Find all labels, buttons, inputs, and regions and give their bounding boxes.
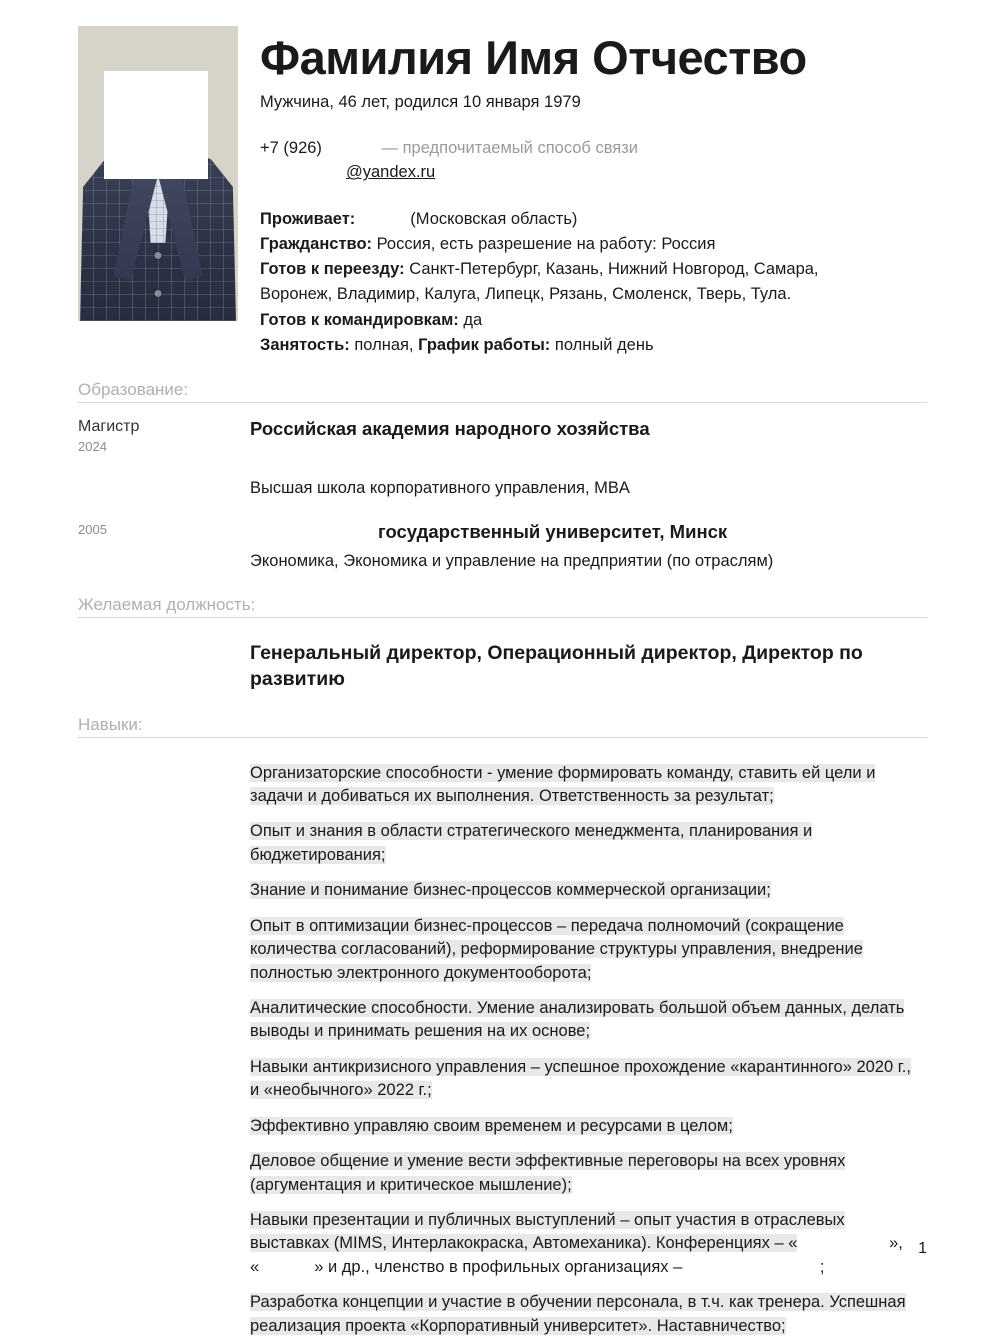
section-body-education — [0, 417, 989, 573]
education-organization: государственный университет, Минск — [378, 520, 728, 542]
skill-text: Деловое общение и умение вести эффективные переговоры на всех уровнях (аргументация и критическое мышление); — [250, 1152, 846, 1194]
education-entry-meta — [78, 520, 250, 540]
relocation-value-line2: Воронеж, Владимир, Калуга, Липецк, Рязань, Смоленск, Тверь, Тула. — [260, 285, 792, 304]
citizenship-label: Гражданство: — [260, 235, 373, 254]
skill-text: Организаторские способности - умение формировать команду, ставить ей цели и задачи и добиваться их выполнения. Ответственность за результат; — [250, 763, 876, 806]
employment-value: полная, — [354, 335, 414, 354]
education-entry — [78, 417, 927, 500]
conference-open-quote-2: « — [250, 1257, 260, 1276]
skill-item — [250, 820, 922, 867]
schedule-value: полный день — [554, 335, 654, 354]
section-header-desired-position: Желаемая должность: — [78, 595, 927, 618]
fact-citizenship — [260, 232, 927, 257]
education-entry-content — [250, 520, 927, 573]
email-address[interactable]: @yandex.ru — [346, 163, 436, 182]
applicant-photo — [78, 26, 238, 321]
education-entry — [78, 520, 927, 573]
skill-item — [250, 1150, 922, 1197]
schedule-label: График работы: — [418, 335, 551, 354]
skill-text: Знание и понимание бизнес-процессов коммерческой организации; — [250, 881, 771, 900]
conference-name-redaction-gap-2 — [259, 1256, 314, 1279]
phone-number: +7 (926) — [260, 139, 322, 158]
conference-name-redaction-gap-1 — [797, 1232, 889, 1255]
education-organization: Российская академия народного хозяйства — [250, 417, 650, 439]
desired-position-block — [78, 640, 927, 693]
skill-item — [250, 762, 922, 809]
education-year: 2005 — [78, 521, 107, 537]
skill-text: Аналитические способности. Умение анализировать большой объем данных, делать выводы и принимать решения на их основе; — [250, 998, 905, 1041]
residence-label: Проживает: — [260, 210, 356, 229]
fact-business-travel — [260, 308, 927, 333]
skill-item-presentations — [250, 1209, 922, 1279]
skill-item — [250, 1056, 922, 1103]
skill-item — [250, 1291, 922, 1338]
applicant-full-name: Фамилия Имя Отчество — [260, 31, 807, 84]
education-detail: Экономика, Экономика и управление на предприятии (по отраслям) — [250, 551, 774, 570]
fact-residence — [260, 207, 927, 232]
education-degree: Магистр — [78, 417, 140, 435]
fact-relocation-continued — [260, 282, 927, 307]
organizations-redaction-gap — [682, 1256, 820, 1279]
travel-value: да — [463, 310, 483, 329]
section-header-skills: Навыки: — [78, 715, 927, 738]
face-redaction-box — [104, 71, 208, 179]
skill-text: Эффективно управляю своим временем и ресурсами в целом; — [250, 1116, 733, 1135]
desired-position-value: Генеральный директор, Операционный директор, Директор по развитию — [250, 641, 863, 691]
photo-container — [78, 26, 238, 321]
skill-text: Опыт и знания в области стратегического менеджмента, планирования и бюджетирования; — [250, 822, 813, 864]
travel-label: Готов к командировкам: — [260, 310, 459, 329]
skill-text: Навыки презентации и публичных выступлений – опыт участия в отраслевых выставках (MIMS, Интерлакокраска, Автомеханика). Конференциях – « — [250, 1210, 845, 1253]
conference-close-quote-1: », — [889, 1234, 903, 1253]
education-year: 2024 — [78, 438, 107, 454]
skill-text: Навыки антикризисного управления – успешное прохождение «карантинного» 2020 г., и «необычного» 2022 г.; — [250, 1057, 911, 1100]
employment-label: Занятость: — [260, 335, 350, 354]
suit-button-lower-graphic — [155, 290, 162, 297]
skill-item — [250, 915, 922, 985]
relocation-label: Готов к переезду: — [260, 260, 405, 279]
phone-row — [260, 137, 927, 161]
citizenship-value: Россия, есть разрешение на работу: Россия — [376, 235, 716, 254]
suit-button-upper-graphic — [155, 252, 162, 259]
header-text-block — [260, 26, 927, 358]
applicant-subtitle: Мужчина, 46 лет, родился 10 января 1979 — [260, 92, 581, 111]
skills-list — [78, 762, 927, 1338]
fact-employment — [260, 333, 927, 358]
residence-value: (Московская область) — [410, 210, 578, 229]
organizations-trailing-punct: ; — [819, 1257, 825, 1276]
section-header-education: Образование: — [78, 380, 927, 403]
skill-item — [250, 997, 922, 1044]
education-detail: Высшая школа корпоративного управления, MBA — [250, 478, 630, 497]
skill-text: Опыт в оптимизации бизнес-процессов – передача полномочий (сокращение количества согласований), реформирование структуры управления, внедрение полностью электронного документооборота; — [250, 916, 863, 982]
skill-item — [250, 1115, 922, 1138]
residence-redaction-gap — [355, 207, 410, 232]
conference-close-quote-2: » и др., членство в профильных организациях – — [314, 1257, 683, 1276]
relocation-value-line1: Санкт-Петербург, Казань, Нижний Новгород, Самара, — [409, 260, 819, 279]
page-number: 1 — [918, 1240, 927, 1257]
section-body-skills — [0, 762, 989, 1338]
email-row — [260, 161, 927, 185]
preferred-contact-note: — предпочитаемый способ связи — [381, 139, 639, 158]
skill-item — [250, 879, 922, 902]
education-entry-meta — [78, 417, 250, 457]
phone-redaction-gap — [322, 137, 382, 161]
section-body-desired-position — [0, 640, 989, 693]
fact-relocation — [260, 257, 927, 282]
personal-facts — [260, 207, 927, 357]
education-entry-content — [250, 417, 927, 500]
resume-header — [0, 0, 989, 358]
skill-text: Разработка концепции и участие в обучении персонала, в т.ч. как тренера. Успешная реализация проекта «Корпоративный университет». Наставничество; — [250, 1293, 906, 1335]
